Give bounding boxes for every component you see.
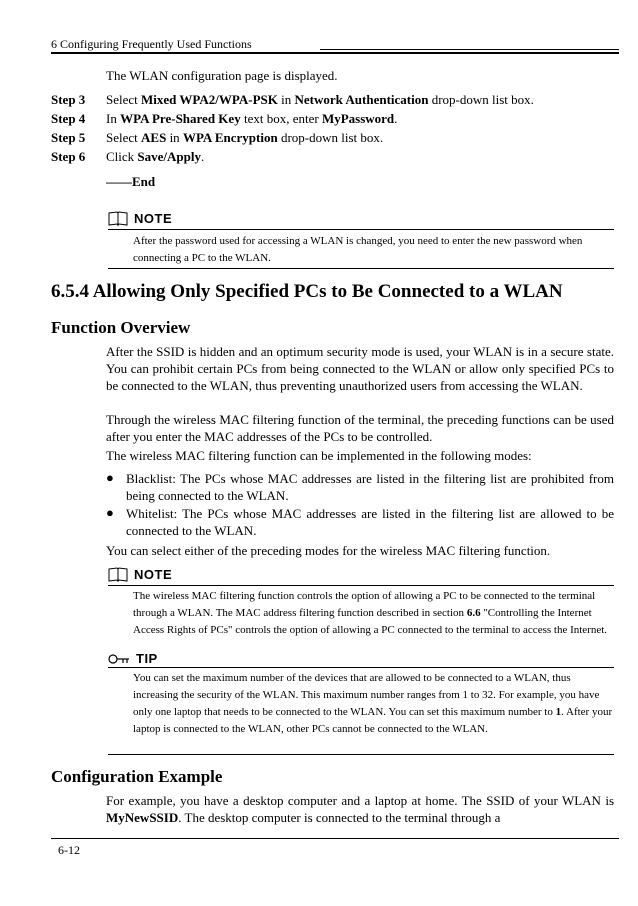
note-rule-top [108, 229, 614, 230]
overview-paragraph: Through the wireless MAC filtering function of the terminal, the preceding functions can be used after you enter the MAC addresses of the PCs to be controlled. [106, 412, 614, 444]
intro-text: The WLAN configuration page is displayed. [106, 68, 338, 83]
step-text: In WPA Pre-Shared Key text box, enter MyPassword. [106, 111, 398, 126]
header-rule [51, 52, 619, 54]
overview-paragraph: You can select either of the preceding modes for the wireless MAC filtering function. [106, 543, 551, 558]
function-overview-title: Function Overview [51, 318, 191, 337]
tip-label: TIP [136, 651, 158, 666]
note-rule-bottom [108, 268, 614, 269]
note-rule-top [108, 585, 614, 586]
overview-paragraph: After the SSID is hidden and an optimum security mode is used, your WLAN is in a secure state. You can prohibit certain PCs from being connected to the WLAN or allow only specified PCs to be connected to the WLAN, thus preventing unauthorized users from accessing the WLAN. [106, 344, 614, 393]
overview-paragraph: The wireless MAC filtering function can be implemented in the following modes: [106, 448, 532, 463]
bullet-item: Whitelist: The PCs whose MAC addresses are listed in the filtering list are allowed to be connected to the WLAN. [126, 506, 614, 538]
bullet-item: Blacklist: The PCs whose MAC addresses are listed in the filtering list are prohibited from being connected to the WLAN. [126, 471, 614, 503]
bullet-icon: ● [106, 470, 114, 485]
tip-rule-bottom [108, 754, 614, 755]
book-icon [108, 211, 128, 226]
note-text: The wireless MAC filtering function controls the option of allowing a PC to be connected to the terminal through a WLAN. The MAC address filtering function described in section 6.6 "Controlling the Internet Access Rights of PCs" controls the option of allowing a PC connected to the terminal to access the Internet. [133, 590, 608, 636]
step-text: Click Save/Apply. [106, 149, 205, 164]
running-header: 6 Configuring Frequently Used Functions [51, 37, 252, 51]
example-paragraph: For example, you have a desktop computer and a laptop at home. The SSID of your WLAN is MyNewSSID. The desktop computer is connected to the terminal through a [106, 793, 614, 825]
book-icon [108, 567, 128, 582]
step-label: Step 4 [51, 111, 86, 126]
footer-rule [51, 838, 619, 839]
note-heading [108, 211, 172, 226]
header-rule-thin [320, 49, 619, 50]
tip-text: You can set the maximum number of the devices that are allowed to be connected to a WLAN, thus increasing the security of the WLAN. This maximum number ranges from 1 to 32. For example, you have only one laptop that needs to be connected to the WLAN. You can set this maximum number to 1. After your laptop is connected to the WLAN, other PCs cannot be connected to the WLAN. [133, 672, 613, 735]
end-marker: ——End [106, 174, 156, 189]
step-label: Step 6 [51, 149, 86, 164]
note-label: NOTE [134, 211, 173, 226]
note-heading [108, 567, 172, 582]
note-text: After the password used for accessing a WLAN is changed, you need to enter the new password when connecting a PC to the WLAN. [133, 235, 583, 264]
step-label: Step 3 [51, 92, 86, 107]
key-icon [108, 653, 130, 665]
configuration-example-title: Configuration Example [51, 767, 223, 786]
tip-heading [108, 651, 158, 666]
bullet-icon: ● [106, 505, 114, 520]
step-text: Select Mixed WPA2/WPA-PSK in Network Authentication drop-down list box. [106, 92, 534, 107]
tip-rule-top [108, 667, 614, 668]
note-label: NOTE [134, 567, 173, 582]
step-text: Select AES in WPA Encryption drop-down list box. [106, 130, 384, 145]
section-title: 6.5.4 Allowing Only Specified PCs to Be Connected to a WLAN [51, 281, 563, 302]
page-number: 6-12 [58, 843, 80, 857]
step-label: Step 5 [51, 130, 86, 145]
